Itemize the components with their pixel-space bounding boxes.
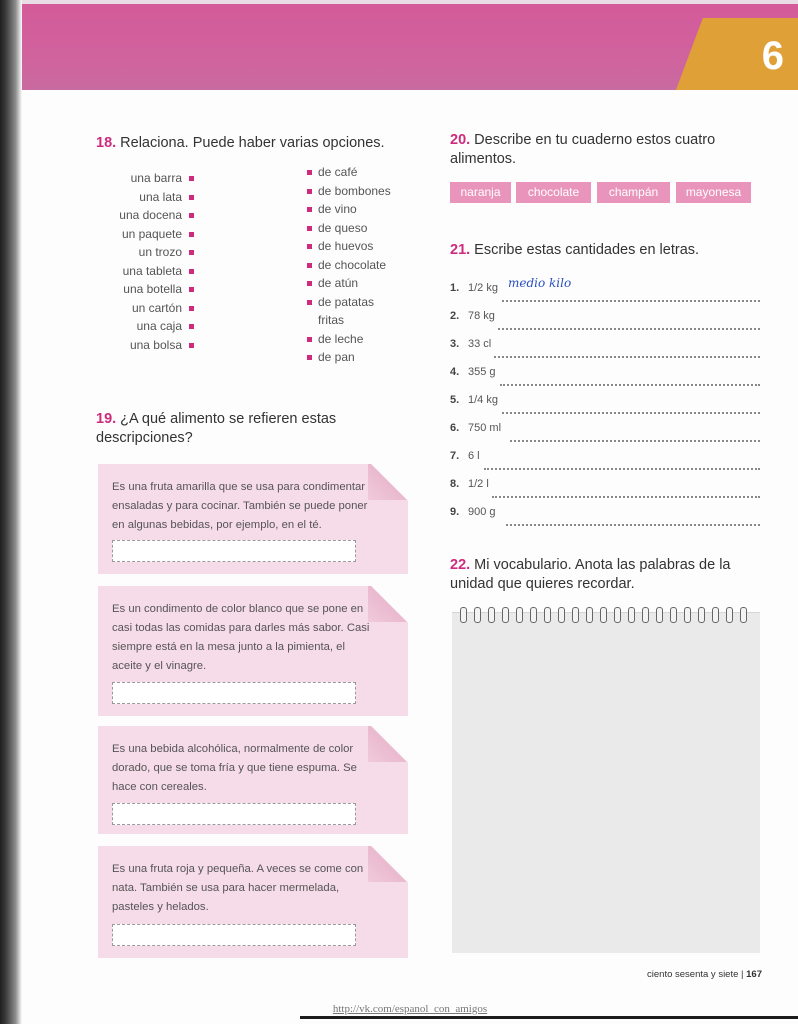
spiral-ring [460,607,467,623]
list-item[interactable]: una docena [90,206,194,225]
answer-line[interactable] [506,524,760,526]
ex22-heading [450,556,760,594]
food-tag: champán [597,182,670,203]
list-item[interactable]: de chocolate [307,256,417,275]
answer-box[interactable] [112,540,356,562]
answer-line[interactable] [484,468,760,470]
description-card-1 [98,464,408,574]
quantity-row: 8. 1/2 l [450,478,760,500]
spiral-ring [544,607,551,623]
answer-line[interactable] [502,412,760,414]
bottom-rule [300,1016,798,1019]
spiral-ring [656,607,663,623]
description-card-3 [98,726,408,834]
page-fold [368,726,408,762]
page-number: 167 [746,969,762,980]
ex21-heading [450,241,760,260]
card-text: Es una fruta roja y pequeña. A veces se come con nata. También se usa para hacer mermelada, pasteles y helados. [112,863,364,913]
ex18-instruction: Relaciona. Puede haber varias opciones. [120,135,385,151]
spiral-ring [474,607,481,623]
spiral-ring [712,607,719,623]
answer-line[interactable] [500,384,760,386]
list-item[interactable]: una botella [90,280,194,299]
quantity-row: 9. 900 g [450,506,760,528]
spiral-ring [698,607,705,623]
list-item[interactable]: una caja [90,317,194,336]
quantity-row: 3. 33 cl [450,338,760,360]
spiral-ring [642,607,649,623]
list-item[interactable]: una tableta [90,262,194,281]
list-item[interactable]: de patatas fritas [307,293,388,330]
watermark-link[interactable]: http://vk.com/espanol_con_amigos [332,1003,488,1015]
list-item[interactable]: de queso [307,219,417,238]
answer-box[interactable] [112,924,356,946]
card-text: Es un condimento de color blanco que se pone en casi todas las comidas para darles más sabor. Casi siempre está en la mesa junto a la pimienta, el aceite y el vinagre. [112,603,370,672]
ex18-right-column [307,163,417,367]
spiral-ring [726,607,733,623]
page-footer [647,969,762,980]
ex19-heading [96,410,366,448]
quantity-row: 5. 1/4 kg [450,394,760,416]
handwritten-answer: medio kilo [508,276,572,290]
spiral-ring [628,607,635,623]
spiral-ring [488,607,495,623]
ex21-number: 21. [450,242,471,258]
spiral-ring [670,607,677,623]
quantity-row: 1. 1/2 kg medio kilo [450,282,760,304]
description-card-2 [98,586,408,716]
spiral-ring [502,607,509,623]
answer-line[interactable] [498,328,760,330]
list-item[interactable]: un trozo [90,243,194,262]
spiral-ring [740,607,747,623]
list-item[interactable]: de leche [307,330,417,349]
description-card-4 [98,846,408,958]
spiral-ring [558,607,565,623]
answer-box[interactable] [112,803,356,825]
spiral-ring [684,607,691,623]
food-tag: naranja [450,182,511,203]
ex21-instruction: Escribe estas cantidades en letras. [474,242,700,258]
answer-line[interactable] [492,496,760,498]
list-item[interactable]: un paquete [90,225,194,244]
ex22-instruction: Mi vocabulario. Anota las palabras de la unidad que quieres recordar. [450,557,731,592]
ex19-number: 19. [96,411,117,427]
answer-box[interactable] [112,682,356,704]
card-text: Es una fruta amarilla que se usa para condimentar ensaladas y para cocinar. También se puede poner en algunas bebidas, por ejemplo, en el té. [112,481,368,531]
page-fold [368,846,408,882]
page-fold [368,464,408,500]
spiral-ring [572,607,579,623]
quantity-row: 4. 355 g [450,366,760,388]
ex20-number: 20. [450,132,471,148]
list-item[interactable]: de huevos [307,237,417,256]
list-item[interactable]: de pan [307,348,417,367]
list-item[interactable]: una lata [90,188,194,207]
page-fold [368,586,408,622]
food-tag: chocolate [516,182,591,203]
spiral-ring [614,607,621,623]
spiral-ring [586,607,593,623]
spiral-ring [600,607,607,623]
list-item[interactable]: de atún [307,274,417,293]
answer-line[interactable] [494,356,760,358]
ex22-number: 22. [450,557,471,573]
list-item[interactable]: de café [307,163,417,182]
list-item[interactable]: de bombones [307,182,417,201]
spiral-ring [516,607,523,623]
ex20-instruction: Describe en tu cuaderno estos cuatro alimentos. [450,132,716,167]
ex18-number: 18. [96,135,117,151]
answer-line[interactable] [510,440,760,442]
header-band [10,4,798,90]
food-tag: mayonesa [676,182,751,203]
list-item[interactable]: una bolsa [90,336,194,355]
list-item[interactable]: un cartón [90,299,194,318]
quantity-row: 7. 6 l [450,450,760,472]
list-item[interactable]: de vino [307,200,417,219]
binding-shadow [0,0,22,1024]
vocabulary-notebook[interactable] [452,612,760,953]
ex18-heading [96,134,416,153]
spiral-ring [530,607,537,623]
ex20-heading [450,131,750,169]
answer-line[interactable] [502,300,760,302]
list-item[interactable]: una barra [90,169,194,188]
card-text: Es una bebida alcohólica, normalmente de color dorado, que se toma fría y que tiene espuma. Se hace con cereales. [112,743,357,793]
quantity-row: 6. 750 ml [450,422,760,444]
chapter-number: 6 [761,34,784,78]
ex19-instruction: ¿A qué alimento se refieren estas descripciones? [96,411,337,446]
page-number-words: ciento sesenta y siete | [647,969,744,980]
ex18-left-column [90,169,194,354]
quantity-row: 2. 78 kg [450,310,760,332]
